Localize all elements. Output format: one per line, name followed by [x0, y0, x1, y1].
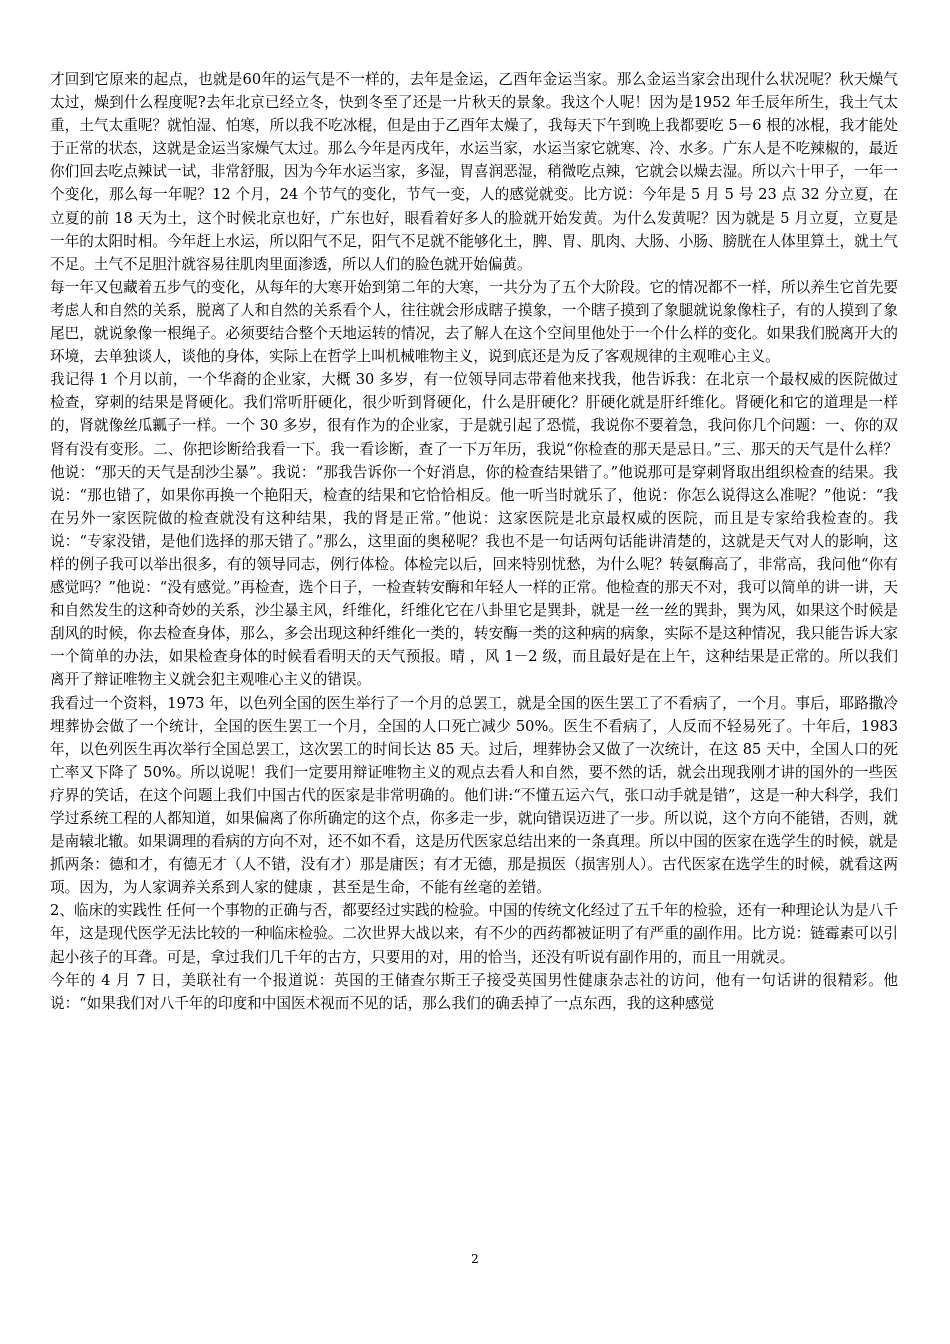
paragraph-3: 我记得 1 个月以前，一个华裔的企业家，大概 30 多岁，有一位领导同志带着他来找我，他告诉我：在北京一个最权威的医院做过检查，穿刺的结果是肾硬化。我们常听肝硬化，很少听到肾硬化，什么是肝硬化？肝硬化就是肝纤维化。肾硬化和它的道理是一样的，肾就像丝瓜瓤子一样。一个 30 多岁，很有作为的企业家，于是就引起了恐慌，我说你不要着急，我问你几个问题：一、你的双肾有没有变形。二、你把诊断给我看一下。我一看诊断，查了一下万年历，我说“你检查的那天是忌日。”三、那天的天气是什么样？他说：“那天的天气是刮沙尘暴”。我说：“那我告诉你一个好消息，你的检查结果错了。”他说那可是穿刺肾取出组织检查的结果。我说：“那也错了，如果你再换一个艳阳天，检查的结果和它恰恰相反。他一听当时就乐了，他说：你怎么说得这么准呢？”他说：“我在另外一家医院做的检查就没有这种结果，我的肾是正常。”他说：这家医院是北京最权威的医院，而且是专家给我检查的。我说：“专家没错，是他们选择的那天错了。”那么，这里面的奥秘呢？我也不是一句话两句话能讲清楚的，这就是天气对人的影响，这样的例子我可以举出很多，有的领导同志，例行体检。体检完以后，回来特别忧愁，为什么呢？转氨酶高了，非常高，我问他“你有感觉吗？”他说：“没有感觉。”再检查，选个日子，一检查转安酶和年轻人一样的正常。他检查的那天不对，我可以简单的讲一讲，天和自然发生的这种奇妙的关系，沙尘暴主风，纤维化，纤维化它在八卦里它是巽卦，就是一丝一丝的巽卦，巽为风，如果这个时候是刮风的时候，你去检查身体，那么，多会出现这种纤维化一类的，转安酶一类的这种病的病象，实际不是这种情况，我只能告诉大家一个简单的办法，如果检查身体的时候看看明天的天气预报。晴 ，风 1－2 级，而且最好是在上午，这种结果是正常的。所以我们离开了辩证唯物主义就会犯主观唯心主义的错误。 — [50, 371, 898, 689]
paragraph-4: 我看过一个资料，1973 年，以色列全国的医生举行了一个月的总罢工，就是全国的医生罢工了不看病了，一个月。事后，耶路撒冷埋葬协会做了一个统计，全国的医生罢工一个月，全国的人口死亡减少 50%。医生不看病了，人反而不轻易死了。十年后，1983 年，以色列医生再次举行全国总罢工，这次罢工的时间长达 85 天。过后，埋葬协会又做了一次统计，在这 85 天中，全国人口的死亡率又下降了 50%。所以说呢！我们一定要用辩证唯物主义的观点去看人和自然，要不然的话，就会出现我刚才讲的国外的一些医疗界的笑话，在这个问题上我们中国古代的医家是非常明确的。他们讲:“不懂五运六气，张口动手就是错”，这是一种大科学，我们学过系统工程的人都知道，如果偏离了你所确定的这个点，你多走一步，就向错误迈进了一步。所以说，这个方向不能错，否则，就是南辕北辙。如果调理的看病的方向不对，还不如不看，这是历代医家总结出来的一条真理。所以中国的医家在选学生的时候，就是抓两条：德和才，有德无才（人不错，没有才）那是庸医；有才无德，那是损医（损害别人）。古代医家在选学生的时候，就看这两项。因为，为人家调养关系到人家的健康 ，甚至是生命，不能有丝毫的差错。 — [50, 694, 898, 897]
paragraph-1: 才回到它原来的起点，也就是60年的运气是不一样的，去年是金运，乙酉年金运当家。那么金运当家会出现什么状况呢？秋天燥气太过，燥到什么程度呢?去年北京已经立冬，快到冬至了还是一片秋天的景象。我这个人呢！因为是1952 年壬辰年所生，我土气太重，土气太重呢？就怕湿、怕寒，所以我不吃冰棍，但是由于乙酉年太燥了，我每天下午到晚上我都要吃 5－6 根的冰棍，我才能处于正常的状态，这就是金运当家燥气太过。那么今年是丙戌年，水运当家，水运当家它就寒、冷、水多。广东人是不吃辣椒的，最近你们回去吃点辣试一试，非常舒服，因为今年水运当家，多湿，胃喜润恶湿，稍微吃点辣，它就会以燥去湿。所以六十甲子，一年一个变化，那么每一年呢？12 个月，24 个节气的变化，节气一变，人的感觉就变。比方说：今年是 5 月 5 号 23 点 32 分立夏，在立夏的前 18 天为土，这个时候北京也好，广东也好，眼看着好多人的脸就开始发黄。为什么发黄呢？因为就是 5 月立夏，立夏是一年的太阳时相。今年赶上水运，所以阳气不足，阳气不足就不能够化土，脾、胃、肌肉、大肠、小肠、膀胱在人体里算土，就土气不足。土气不足胆汁就容易往肌肉里面渗透，所以人们的脸色就开始偏黄。 — [50, 71, 898, 273]
paragraph-2: 每一年又包藏着五步气的变化，从每年的大寒开始到第二年的大寒，一共分为了五个大阶段。它的情况都不一样，所以养生它首先要考虑人和自然的关系，脱离了人和自然的关系看个人，往往就会形成瞎子摸象，一个瞎子摸到了象腿就说象像柱子，有的人摸到了象尾巴，就说象像一根绳子。必须要结合整个天地运转的情况，去了解人在这个空间里他处于一个什么样的变化。如果我们脱离开大的环境，去单独谈人，谈他的身体，实际上在哲学上叫机械唯物主义，说到底还是为反了客观规律的主观唯心主义。 — [50, 278, 898, 366]
paragraph-5: 2、临床的实践性 任何一个事物的正确与否，都要经过实践的检验。中国的传统文化经过了五千年的检验，还有一种理论认为是八千年，这是现代医学无法比较的一种临床检验。二次世界大战以来，有不少的西药都被证明了有严重的副作用。比方说：链霉素可以引起小孩子的耳聋。可是，拿过我们几千年的古方，只要用的对，用的恰当，还没有听说有副作用的，而且一用就灵。 — [50, 902, 898, 966]
paragraph-6: 今年的 4 月 7 日，美联社有一个报道说：英国的王储查尔斯王子接受英国男性健康杂志社的访问，他有一句话讲的很精彩。他说：“如果我们对八千年的印度和中国医术视而不见的话，那么我们的确丢掉了一点东西，我的这种感觉 — [50, 971, 898, 1012]
document-body — [50, 68, 898, 1015]
page-number: 2 — [471, 1252, 479, 1266]
